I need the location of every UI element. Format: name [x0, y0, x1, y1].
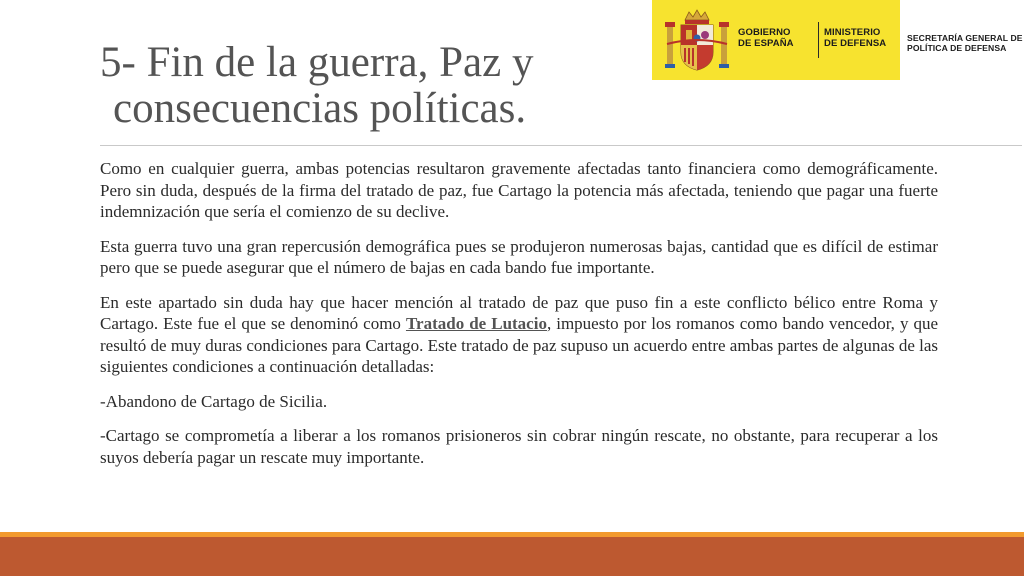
paragraph-treaty	[100, 292, 938, 378]
slide-body	[100, 158, 938, 481]
title-line-2: consecuencias políticas.	[113, 85, 527, 132]
secretaria-general-text: SECRETARÍA GENERAL DE POLÍTICA DE DEFENSA	[907, 33, 1023, 53]
footer-band	[0, 537, 1024, 576]
paragraph-treaty-text-a: En este apartado sin duda hay que hacer mención al tratado de paz que puso fin a este conflicto bélico entre Roma y Cartago. Este fue el que se denominó como	[100, 292, 938, 333]
spain-coat-of-arms-icon	[663, 8, 731, 74]
paragraph-consequences: Como en cualquier guerra, ambas potencias resultaron gravemente afectadas tanto financiera como demográficamente. Pero sin duda, después de la firma del tratado de paz, fue Cartago la potencia más afectada, teniendo que pagar una fuerte indemnización que sería el comienzo de su declive.	[100, 159, 938, 221]
title-line-1: 5- Fin de la guerra, Paz y	[100, 39, 534, 86]
logo-divider	[818, 22, 819, 58]
gobierno-de-espana-text: GOBIERNO DE ESPAÑA	[738, 27, 794, 49]
paragraph-demographic: Esta guerra tuvo una gran repercusión demográfica pues se produjeron numerosas bajas, cantidad que es difícil de estimar pero que se puede asegurar que el número de bajas en cada bando fue importante.	[100, 236, 938, 277]
paragraph-treaty-text-b: , impuesto por los romanos como bando vencedor, y que resultó de muy duras condiciones para Cartago. Este tratado de paz supuso un acuerdo entre ambas partes de algunas de las siguientes condiciones a continuación detalladas:	[100, 314, 939, 376]
ministerio-de-defensa-text: MINISTERIO DE DEFENSA	[824, 27, 887, 49]
condition-item-prisoners: -Cartago se comprometía a liberar a los romanos prisioneros sin cobrar ningún rescate, no obstante, para recuperar a los suyos debería pagar un rescate muy importante.	[100, 426, 938, 467]
page-title	[100, 40, 660, 132]
title-divider	[100, 145, 1022, 146]
condition-item-sicily: -Abandono de Cartago de Sicilia.	[100, 391, 328, 411]
treaty-of-lutatius-link[interactable]: Tratado de Lutacio	[405, 314, 547, 333]
